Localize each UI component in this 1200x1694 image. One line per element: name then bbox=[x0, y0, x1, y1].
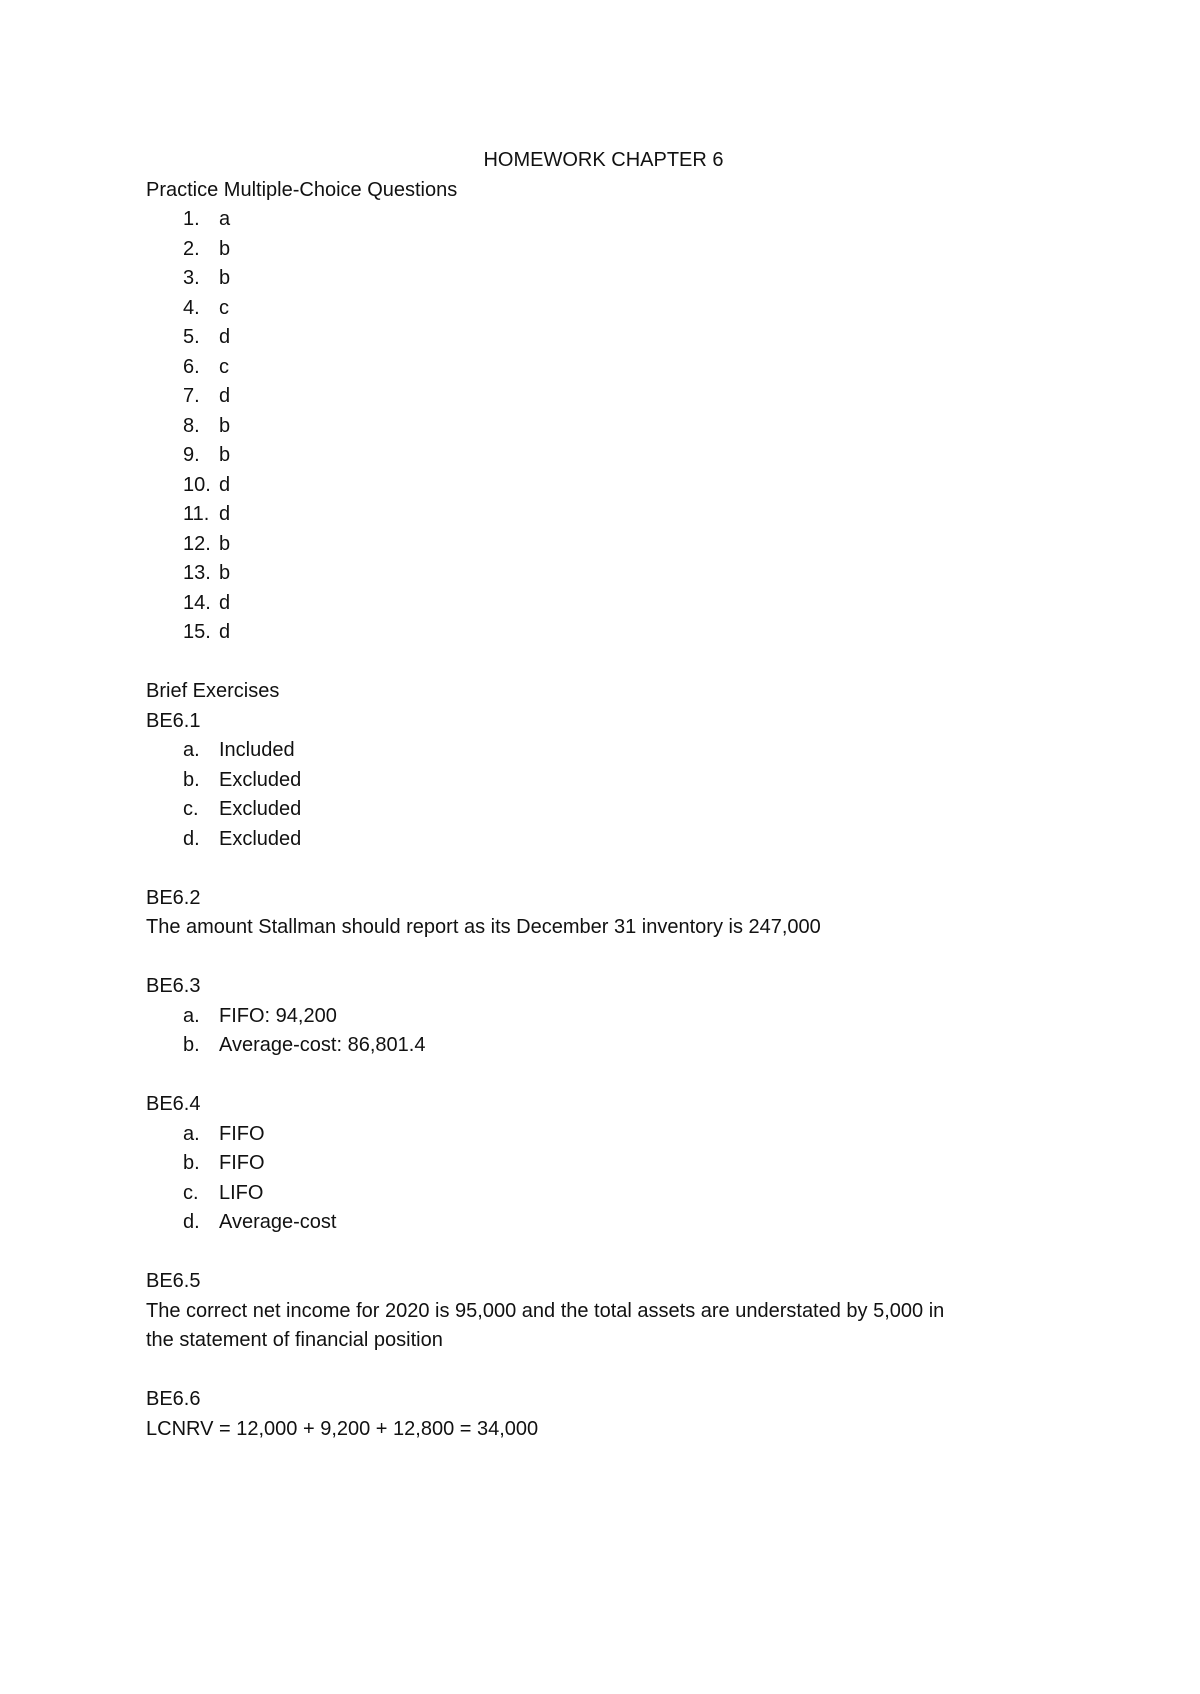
be6-1-answer-item bbox=[146, 736, 1066, 766]
be6-4-answer-item bbox=[146, 1149, 1066, 1179]
be6-1-answer-item bbox=[146, 825, 1066, 855]
item-letter: b. bbox=[183, 1152, 200, 1174]
spacer bbox=[146, 854, 1066, 884]
item-letter: d. bbox=[183, 1211, 200, 1233]
mcq-answer-item bbox=[146, 294, 1066, 324]
be6-1-answer-item bbox=[146, 766, 1066, 796]
item-number: 14. bbox=[183, 591, 211, 614]
be6-6-answer-text: LCNRV = 12,000 + 9,200 + 12,800 = 34,000 bbox=[146, 1417, 539, 1440]
item-answer: b bbox=[219, 532, 231, 555]
item-letter: b. bbox=[183, 1034, 200, 1056]
mcq-answer-list bbox=[146, 205, 1066, 648]
exercise-label-be6-5: BE6.5 bbox=[146, 1270, 201, 1292]
document-title: HOMEWORK CHAPTER 6 bbox=[483, 149, 724, 171]
be6-4-answer-item bbox=[146, 1120, 1066, 1150]
item-answer: Included bbox=[219, 739, 295, 761]
mcq-answer-item bbox=[146, 559, 1066, 589]
be6-4-answer-list bbox=[146, 1120, 1066, 1238]
mcq-answer-item bbox=[146, 471, 1066, 501]
item-letter: c. bbox=[183, 798, 199, 820]
item-number: 2. bbox=[183, 237, 200, 260]
item-letter: b. bbox=[183, 768, 200, 791]
item-number: 6. bbox=[183, 355, 200, 378]
spacer bbox=[146, 943, 1066, 973]
item-number: 1. bbox=[183, 208, 200, 230]
item-answer: FIFO: 94,200 bbox=[219, 1004, 337, 1027]
item-answer: d bbox=[219, 385, 231, 407]
mcq-answer-item bbox=[146, 235, 1066, 265]
be6-2-answer-text: The amount Stallman should report as its December 31 inventory is 247,000 bbox=[146, 916, 821, 938]
item-number: 5. bbox=[183, 326, 200, 348]
item-answer: b bbox=[219, 562, 231, 584]
item-answer: d bbox=[219, 503, 231, 525]
item-answer: b bbox=[219, 444, 231, 466]
item-answer: c bbox=[219, 355, 229, 378]
be6-4-answer-item bbox=[146, 1208, 1066, 1238]
item-number: 4. bbox=[183, 296, 200, 319]
be6-5-answer-text-line-2: the statement of financial position bbox=[146, 1329, 443, 1351]
item-answer: Average-cost: 86,801.4 bbox=[219, 1034, 426, 1056]
item-letter: a. bbox=[183, 1122, 200, 1145]
document-page bbox=[146, 146, 1066, 1444]
be6-3-answer-item bbox=[146, 1002, 1066, 1032]
item-answer: b bbox=[219, 237, 231, 260]
spacer bbox=[146, 1238, 1066, 1268]
brief-exercises-heading: Brief Exercises bbox=[146, 680, 280, 702]
mcq-answer-item bbox=[146, 353, 1066, 383]
be6-1-answer-list bbox=[146, 736, 1066, 854]
item-number: 9. bbox=[183, 444, 200, 466]
item-letter: d. bbox=[183, 827, 200, 850]
item-answer: d bbox=[219, 591, 231, 614]
item-answer: Excluded bbox=[219, 798, 302, 820]
be6-5-answer-text-line-1: The correct net income for 2020 is 95,000 and the total assets are understated by 5,000 in bbox=[146, 1299, 945, 1322]
mcq-answer-item bbox=[146, 500, 1066, 530]
item-answer: c bbox=[219, 296, 229, 319]
mcq-answer-item bbox=[146, 264, 1066, 294]
item-answer: Excluded bbox=[219, 768, 302, 791]
spacer bbox=[146, 1061, 1066, 1091]
be6-3-answer-list bbox=[146, 1002, 1066, 1061]
item-answer: d bbox=[219, 621, 231, 643]
item-number: 12. bbox=[183, 532, 211, 555]
mcq-answer-item bbox=[146, 589, 1066, 619]
mcq-answer-item bbox=[146, 205, 1066, 235]
exercise-label-be6-4: BE6.4 bbox=[146, 1093, 201, 1115]
mcq-answer-item bbox=[146, 412, 1066, 442]
mcq-answer-item bbox=[146, 441, 1066, 471]
item-answer: Excluded bbox=[219, 827, 302, 850]
be6-3-answer-item bbox=[146, 1031, 1066, 1061]
item-letter: a. bbox=[183, 1004, 200, 1027]
mcq-answer-item bbox=[146, 530, 1066, 560]
item-answer: FIFO bbox=[219, 1152, 265, 1174]
be6-1-answer-item bbox=[146, 795, 1066, 825]
item-answer: a bbox=[219, 208, 231, 230]
mcq-answer-item bbox=[146, 382, 1066, 412]
spacer bbox=[146, 648, 1066, 678]
exercise-label-be6-6: BE6.6 bbox=[146, 1388, 201, 1410]
item-number: 11. bbox=[183, 503, 210, 525]
mcq-heading: Practice Multiple-Choice Questions bbox=[146, 178, 458, 201]
item-number: 10. bbox=[183, 473, 211, 496]
item-letter: c. bbox=[183, 1181, 199, 1204]
spacer bbox=[146, 1356, 1066, 1386]
item-answer: b bbox=[219, 267, 231, 289]
item-number: 3. bbox=[183, 267, 200, 289]
item-number: 8. bbox=[183, 414, 200, 437]
item-number: 7. bbox=[183, 385, 200, 407]
item-answer: LIFO bbox=[219, 1181, 264, 1204]
item-answer: d bbox=[219, 326, 231, 348]
item-number: 13. bbox=[183, 562, 211, 584]
mcq-answer-item bbox=[146, 323, 1066, 353]
exercise-label-be6-3: BE6.3 bbox=[146, 975, 201, 997]
item-letter: a. bbox=[183, 739, 200, 761]
item-number: 15. bbox=[183, 621, 211, 643]
item-answer: Average-cost bbox=[219, 1211, 337, 1233]
exercise-label-be6-1: BE6.1 bbox=[146, 709, 201, 732]
be6-4-answer-item bbox=[146, 1179, 1066, 1209]
item-answer: FIFO bbox=[219, 1122, 265, 1145]
item-answer: d bbox=[219, 473, 231, 496]
mcq-answer-item bbox=[146, 618, 1066, 648]
item-answer: b bbox=[219, 414, 231, 437]
exercise-label-be6-2: BE6.2 bbox=[146, 886, 201, 909]
